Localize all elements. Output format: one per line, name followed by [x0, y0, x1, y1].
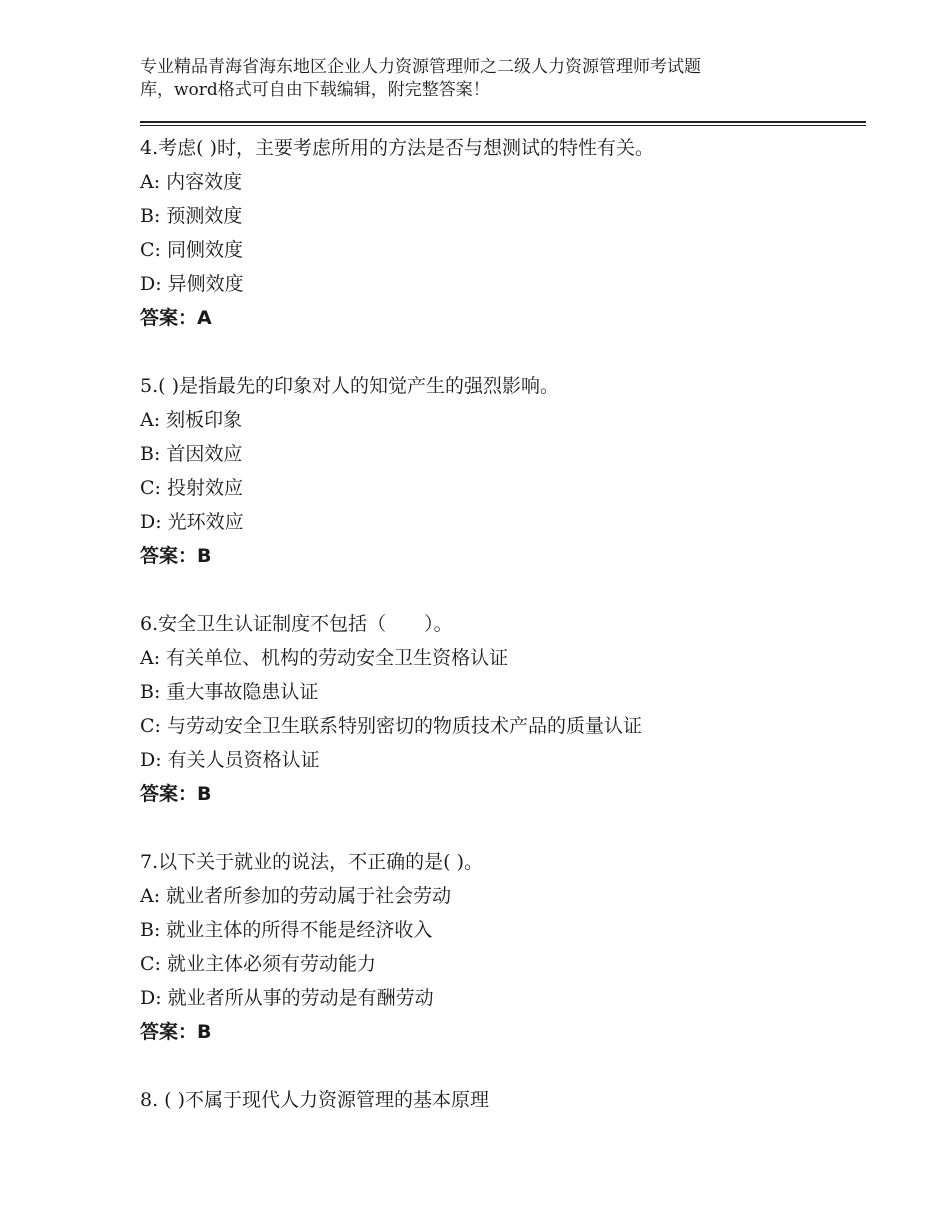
document-header — [140, 56, 840, 102]
question-4 — [140, 131, 866, 335]
question-5 — [140, 369, 866, 573]
option-a: A: 就业者所参加的劳动属于社会劳动 — [140, 885, 452, 907]
question-list — [140, 131, 866, 1151]
option-b: B: 首因效应 — [140, 443, 243, 465]
question-6 — [140, 607, 866, 811]
header-line-1: 专业精品青海省海东地区企业人力资源管理师之二级人力资源管理师考试题 — [140, 57, 701, 77]
question-stem: 8. ( )不属于现代人力资源管理的基本原理 — [140, 1089, 490, 1111]
header-rule-thick — [140, 121, 866, 123]
option-c: C: 投射效应 — [140, 477, 243, 499]
question-stem: 7.以下关于就业的说法，不正确的是( )。 — [140, 851, 483, 873]
option-c: C: 同侧效度 — [140, 239, 243, 261]
option-d: D: 就业者所从事的劳动是有酬劳动 — [140, 987, 434, 1009]
option-c: C: 就业主体必须有劳动能力 — [140, 953, 376, 975]
option-b: B: 重大事故隐患认证 — [140, 681, 319, 703]
header-rule-thin — [140, 125, 866, 126]
question-stem: 5.( )是指最先的印象对人的知觉产生的强烈影响。 — [140, 375, 559, 397]
question-7 — [140, 845, 866, 1049]
option-d: D: 光环效应 — [140, 511, 244, 533]
answer: 答案：B — [140, 545, 212, 567]
answer: 答案：B — [140, 783, 212, 805]
question-stem: 6.安全卫生认证制度不包括（ ）。 — [140, 613, 453, 635]
option-a: A: 内容效度 — [140, 171, 243, 193]
option-b: B: 预测效度 — [140, 205, 243, 227]
question-8 — [140, 1083, 866, 1117]
option-d: D: 异侧效度 — [140, 273, 244, 295]
option-c: C: 与劳动安全卫生联系特别密切的物质技术产品的质量认证 — [140, 715, 642, 737]
answer: 答案：A — [140, 307, 212, 329]
answer: 答案：B — [140, 1021, 212, 1043]
option-d: D: 有关人员资格认证 — [140, 749, 320, 771]
option-a: A: 有关单位、机构的劳动安全卫生资格认证 — [140, 647, 509, 669]
option-a: A: 刻板印象 — [140, 409, 243, 431]
option-b: B: 就业主体的所得不能是经济收入 — [140, 919, 433, 941]
question-stem: 4.考虑( )时，主要考虑所用的方法是否与想测试的特性有关。 — [140, 137, 654, 159]
header-line-2: 库，word格式可自由下载编辑，附完整答案！ — [140, 80, 490, 100]
